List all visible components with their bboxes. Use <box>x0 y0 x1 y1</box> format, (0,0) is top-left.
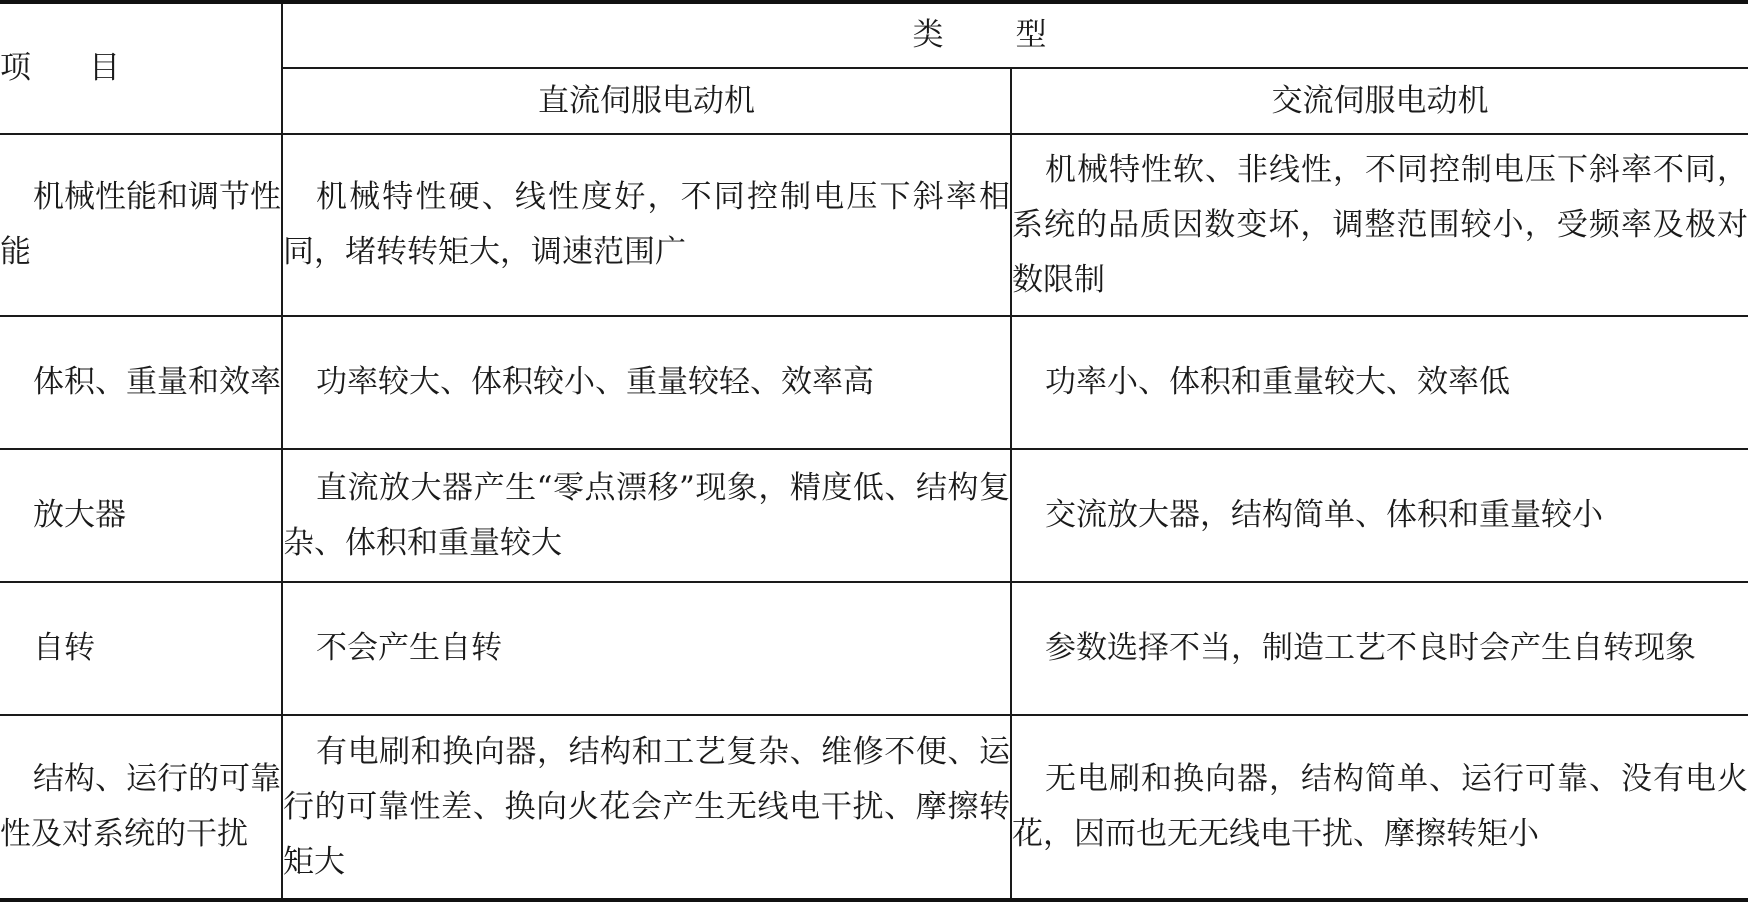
table-row <box>0 715 1748 900</box>
header-item: 项目 <box>0 2 282 134</box>
row-ac-cell: 参数选择不当，制造工艺不良时会产生自转现象 <box>1011 582 1748 715</box>
row-ac-cell: 无电刷和换向器，结构简单、运行可靠、没有电火花，因而也无无线电干扰、摩擦转矩小 <box>1011 715 1748 900</box>
header-dc-servo-motor: 直流伺服电动机 <box>282 68 1011 134</box>
row-item: 自转 <box>0 582 282 715</box>
row-item: 体积、重量和效率 <box>0 316 282 449</box>
row-item: 结构、运行的可靠性及对系统的干扰 <box>0 715 282 900</box>
table-row <box>0 449 1748 582</box>
row-item: 放大器 <box>0 449 282 582</box>
header-row-top <box>0 2 1748 68</box>
row-ac-cell: 交流放大器，结构简单、体积和重量较小 <box>1011 449 1748 582</box>
table-row <box>0 134 1748 316</box>
header-ac-servo-motor: 交流伺服电动机 <box>1011 68 1748 134</box>
row-dc-cell: 直流放大器产生“零点漂移”现象，精度低、结构复杂、体积和重量较大 <box>282 449 1011 582</box>
row-dc-cell: 功率较大、体积较小、重量较轻、效率高 <box>282 316 1011 449</box>
row-ac-cell: 功率小、体积和重量较大、效率低 <box>1011 316 1748 449</box>
row-dc-cell: 有电刷和换向器，结构和工艺复杂、维修不便、运行的可靠性差、换向火花会产生无线电干扰、摩擦转矩大 <box>282 715 1011 900</box>
row-item: 机械性能和调节性能 <box>0 134 282 316</box>
row-ac-cell: 机械特性软、非线性，不同控制电压下斜率不同，系统的品质因数变坏，调整范围较小，受频率及极对数限制 <box>1011 134 1748 316</box>
header-type: 类型 <box>282 2 1748 68</box>
row-dc-cell: 不会产生自转 <box>282 582 1011 715</box>
table-row <box>0 582 1748 715</box>
row-dc-cell: 机械特性硬、线性度好，不同控制电压下斜率相同，堵转转矩大，调速范围广 <box>282 134 1011 316</box>
table-row <box>0 316 1748 449</box>
